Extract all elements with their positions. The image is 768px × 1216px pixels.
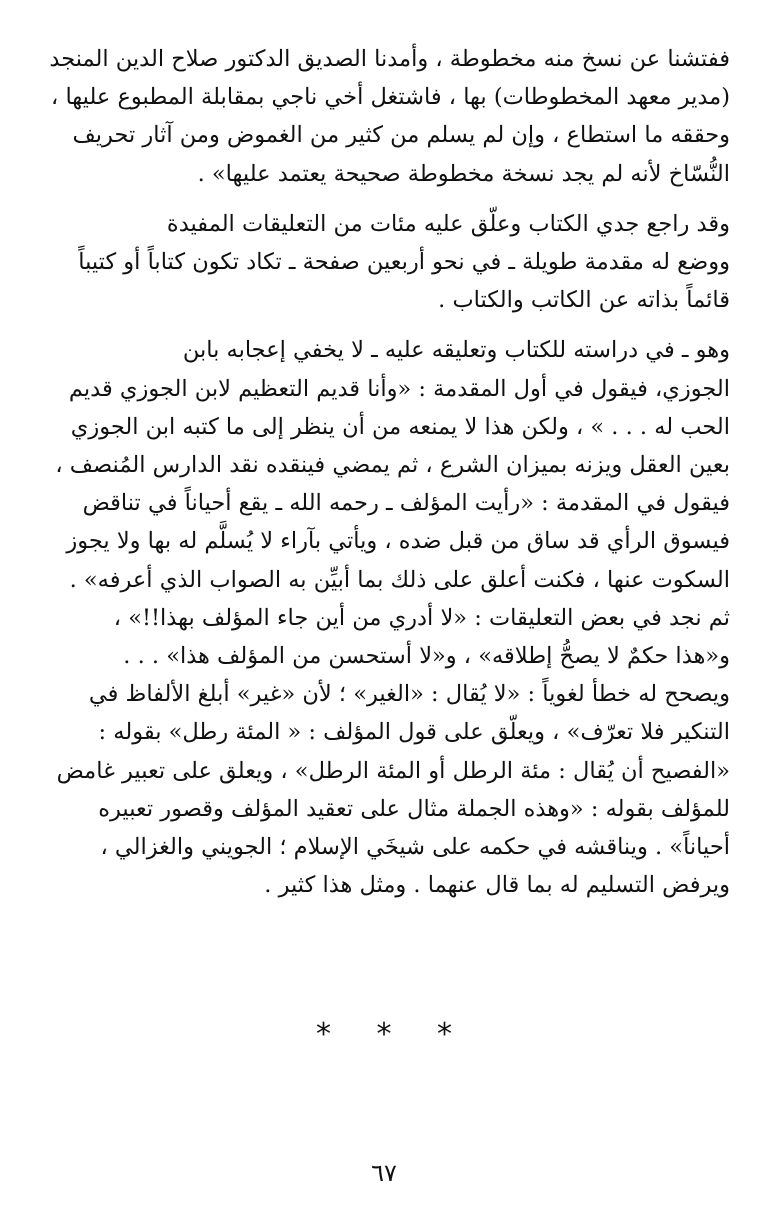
text-line: الحب له . . . » ، ولكن هذا لا يمنعه من أن ينظر إلى ما كتبه ابن الجوزي — [70, 413, 730, 440]
text-line: وحققه ما استطاع ، وإن لم يسلم من كثير من الغموض ومن آثار تحريف — [72, 122, 730, 149]
separator-asterisk: * — [315, 1017, 331, 1052]
section-separator — [0, 1017, 768, 1052]
separator-asterisk: * — [376, 1017, 392, 1052]
page-number: ٦٧ — [371, 1159, 397, 1187]
book-page-text — [38, 40, 730, 904]
text-line: ويصحح له خطأ لغوياً : «لا يُقال : «الغير» ؛ لأن «غير» أبلغ الألفاظ في — [88, 681, 730, 708]
text-line: وقد راجع جدي الكتاب وعلّق عليه مئات من التعليقات المفيدة — [166, 210, 730, 237]
text-line: قائماً بذاته عن الكاتب والكتاب . — [438, 287, 730, 314]
text-line: التنكير فلا تعرّف» ، ويعلّق على قول المؤلف : « المئة رطل» بقوله : — [98, 719, 730, 746]
text-line: فيقول في المقدمة : «رأيت المؤلف ـ رحمه الله ـ يقع أحياناً في تناقض — [82, 490, 730, 517]
text-line: وهو ـ في دراسته للكتاب وتعليقه عليه ـ لا يخفي إعجابه بابن — [182, 337, 730, 364]
text-line: ويرفض التسليم له بما قال عنهما . ومثل هذا كثير . — [264, 872, 730, 899]
text-line: (مدير معهد المخطوطات) بها ، فاشتغل أخي ناجي بمقابلة المطبوع عليها ، — [51, 84, 730, 111]
text-line: ووضع له مقدمة طويلة ـ في نحو أربعين صفحة ـ تكاد تكون كتاباً أو كتيباً — [78, 249, 730, 276]
separator-asterisk: * — [437, 1017, 453, 1052]
paragraph-2 — [38, 205, 730, 320]
text-line: ففتشنا عن نسخ منه مخطوطة ، وأمدنا الصديق الدكتور صلاح الدين المنجد — [49, 46, 730, 72]
text-line: أحياناً» . ويناقشه في حكمه على شيخَي الإسلام ؛ الجويني والغزالي ، — [100, 834, 730, 861]
text-line: فيسوق الرأي قد ساق من قبل ضده ، ويأتي بآراء لا يُسلَّم له بها ولا يجوز — [66, 528, 730, 555]
paragraph-1 — [38, 40, 730, 193]
text-line: و«هذا حكمٌ لا يصحُّ إطلاقه» ، و«لا أستحسن من المؤلف هذا» . . . — [123, 643, 730, 670]
paragraph-3 — [38, 331, 730, 904]
text-line: النُّسّاخ لأنه لم يجد نسخة مخطوطة صحيحة يعتمد عليها» . — [197, 160, 730, 187]
text-line: للمؤلف بقوله : «وهذه الجملة مثال على تعقيد المؤلف وقصور تعبيره — [98, 795, 730, 822]
text-line: السكوت عنها ، فكنت أعلق على ذلك بما أبيِّن به الصواب الذي أعرفه» . — [69, 566, 730, 593]
text-line: الجوزي، فيقول في أول المقدمة : «وأنا قديم التعظيم لابن الجوزي قديم — [68, 375, 730, 402]
text-line: بعين العقل ويزنه بميزان الشرع ، ثم يمضي فينقده نقد الدارس المُنصف ، — [55, 452, 730, 479]
text-line: ثم نجد في بعض التعليقات : «لا أدري من أين جاء المؤلف بهذا!!» ، — [113, 604, 730, 631]
text-line: «الفصيح أن يُقال : مئة الرطل أو المئة الرطل» ، ويعلق على تعبير غامض — [56, 757, 730, 784]
